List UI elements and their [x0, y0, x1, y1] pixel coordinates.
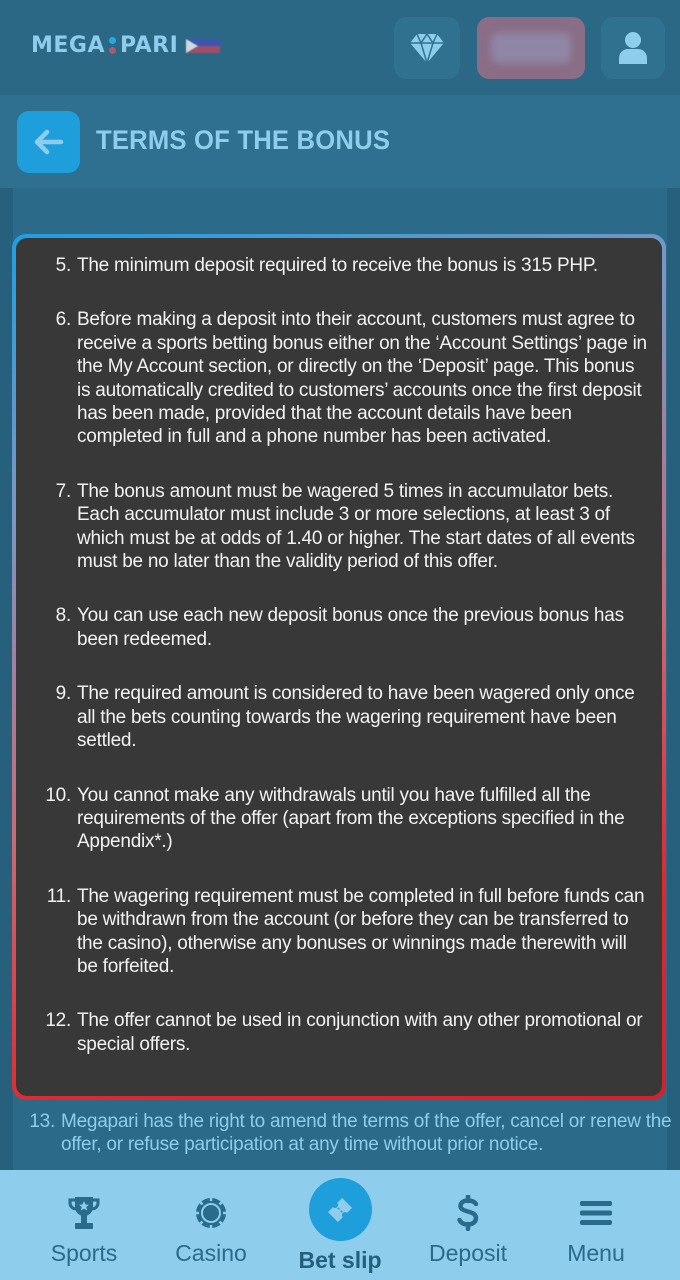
bonus-gem-button[interactable]	[394, 17, 460, 79]
term-item	[16, 604, 648, 651]
term-text: You can use each new deposit bonus once the previous bonus has been redeemed.	[77, 605, 624, 650]
term-text: The offer cannot be used in conjunction with any other promotional or special offers.	[77, 1010, 643, 1055]
term-item	[16, 480, 648, 574]
hamburger-menu-icon	[579, 1199, 613, 1227]
nav-deposit[interactable]	[403, 1170, 533, 1280]
term-number: 6.	[55, 309, 71, 331]
term-number: 12.	[45, 1010, 71, 1032]
top-header	[0, 0, 680, 95]
philippines-flag-icon	[186, 39, 220, 53]
nav-sports-label: Sports	[50, 1240, 118, 1266]
term-item	[16, 254, 648, 277]
term-text: The bonus amount must be wagered 5 times in accumulator bets. Each accumulator must include 3 or more selections, at least 3 of which must be at odds of 1.40 or higher. The start dates of all events must be no later than the validity period of this offer.	[77, 480, 635, 573]
arrow-left-icon	[34, 129, 64, 155]
trophy-icon	[67, 1195, 101, 1231]
nav-casino[interactable]	[146, 1170, 276, 1280]
term-item	[16, 682, 648, 752]
casino-chip-icon	[195, 1197, 227, 1229]
term-text: The wagering requirement must be completed in full before funds can be withdrawn from the account (or before they can be transferred to the casino), otherwise any bonuses or winnings made therewith will be forfeited.	[77, 885, 645, 977]
term-number: 13.	[29, 1111, 55, 1132]
nav-bet-slip[interactable]	[280, 1170, 400, 1280]
term-number: 7.	[55, 480, 71, 502]
logo-text-right: PARI	[120, 33, 179, 58]
nav-menu-label: Menu	[567, 1240, 625, 1266]
user-icon	[618, 31, 648, 65]
nav-deposit-label: Deposit	[429, 1240, 507, 1266]
term-number: 5.	[55, 255, 71, 276]
term-text: You cannot make any withdrawals until you have fulfilled all the requirements of the offer (apart from the exceptions specified in the Appendix*.)	[77, 784, 625, 853]
highlighted-terms-box	[12, 234, 666, 1100]
nav-sports[interactable]	[19, 1170, 149, 1280]
term-text: Megapari has the right to amend the terms of the offer, cancel or renew the offer, or refuse participation at any time without prior notice.	[61, 1111, 672, 1156]
term-number: 11.	[46, 885, 71, 907]
term-text: The minimum deposit required to receive the bonus is 315 PHP.	[77, 255, 598, 276]
page-title: TERMS OF THE BONUS	[96, 125, 391, 155]
following-terms-list	[0, 1110, 680, 1170]
nav-bet-slip-label: Bet slip	[298, 1247, 382, 1273]
highlighted-terms-list	[16, 238, 662, 1096]
term-item	[16, 308, 648, 448]
bottom-navigation	[0, 1170, 680, 1280]
nav-menu[interactable]	[531, 1170, 661, 1280]
term-item	[16, 885, 648, 979]
page-header	[0, 95, 680, 188]
logo-dots	[109, 37, 116, 54]
term-text: The required amount is considered to have been wagered only once all the bets counting towards the wagering requirement have been settled.	[77, 683, 635, 752]
term-number: 8.	[55, 605, 71, 627]
nav-casino-label: Casino	[175, 1240, 247, 1266]
term-text: Before making a deposit into their account, customers must agree to receive a sports betting bonus either on the ‘Account Settings’ page in the My Account section, or directly on the ‘Deposit’ page. This bonus is automatically credited to customers’ accounts once the first deposit has been made, provided that the account details have been completed in full and a phone number has been activated.	[77, 309, 647, 448]
logo-text-left: MEGA	[31, 33, 106, 58]
balance-value-blurred	[491, 33, 571, 63]
term-item	[16, 1009, 648, 1056]
ticket-icon	[324, 1194, 356, 1226]
term-item	[0, 1110, 680, 1157]
diamond-icon	[409, 32, 445, 64]
term-item	[16, 784, 648, 854]
back-button[interactable]	[17, 111, 80, 173]
megapari-logo[interactable]	[31, 33, 220, 58]
content-right-edge	[667, 188, 680, 1170]
dollar-icon	[456, 1195, 480, 1231]
term-number: 10.	[45, 784, 71, 806]
user-profile-button[interactable]	[601, 17, 665, 79]
terms-content[interactable]	[0, 188, 680, 1170]
balance-button[interactable]	[477, 17, 585, 79]
term-number: 9.	[55, 683, 71, 705]
